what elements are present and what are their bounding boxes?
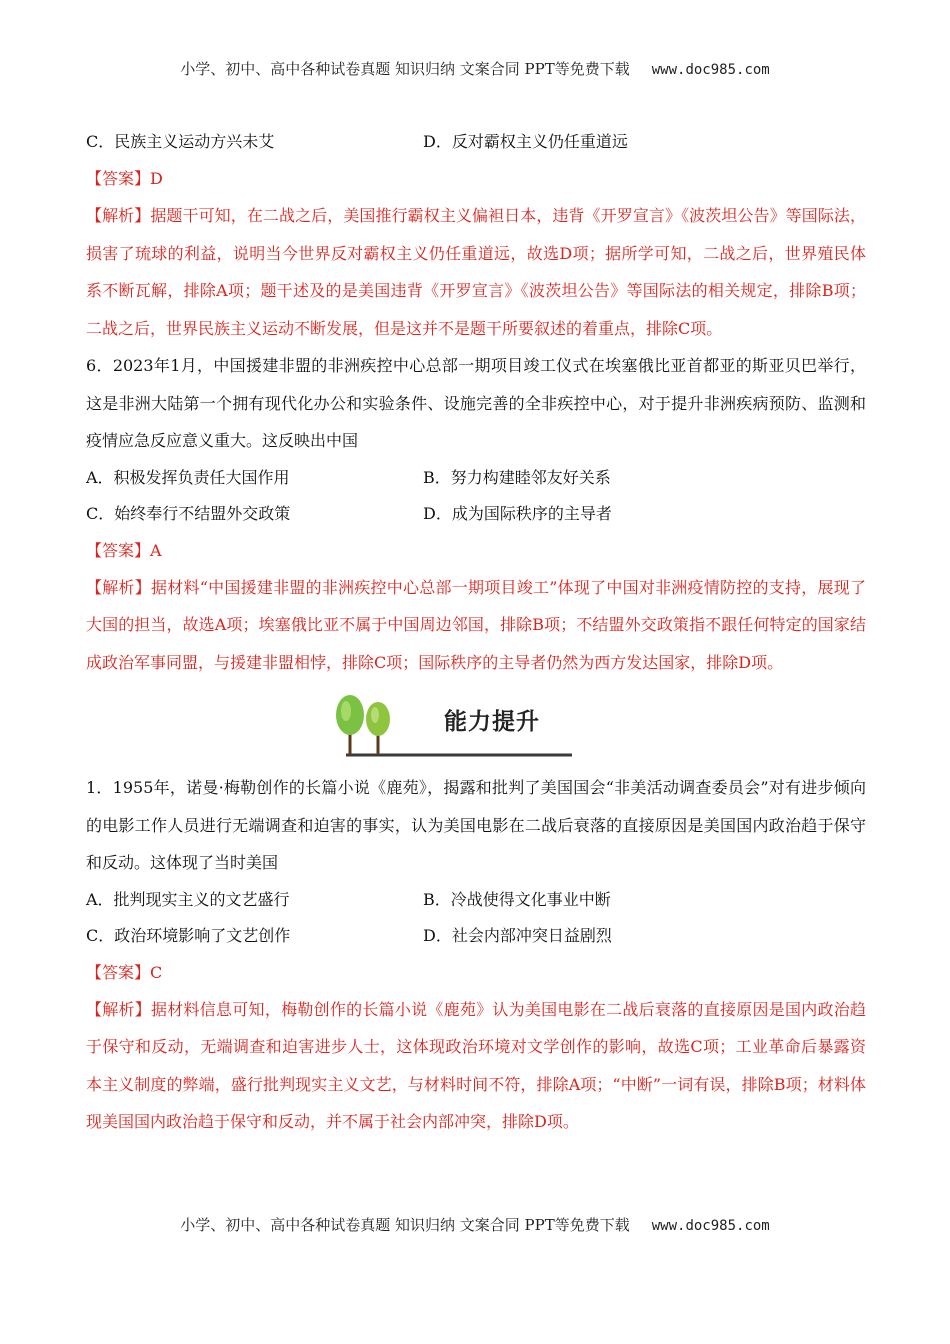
- footer-text: 小学、初中、高中各种试卷真题 知识归纳 文案合同 PPT等免费下载: [180, 1216, 630, 1234]
- header-text: 小学、初中、高中各种试卷真题 知识归纳 文案合同 PPT等免费下载: [180, 60, 630, 78]
- q5-option-d: D．反对霸权主义仍任重道远: [423, 132, 628, 151]
- p1-option-c: C．政治环境影响了文艺创作: [86, 925, 291, 945]
- p1-option-b: B．冷战使得文化事业中断: [423, 889, 611, 909]
- p1-answer: 【答案】C: [86, 962, 163, 982]
- section-title: 能力提升: [444, 709, 540, 735]
- q6-answer: 【答案】A: [86, 540, 162, 560]
- q6-stem: 6．2023年1月，中国援建非盟的非洲疾控中心总部一期项目竣工仪式在埃塞俄比亚首都亚的斯亚贝巴举行，这是非洲大陆第一个拥有现代化办公和实验条件、设施完善的全非疾控中心，对于提升非洲疾病预防、监测和疫情应急反应意义重大。这反映出中国: [86, 356, 866, 450]
- page-header: [0, 58, 950, 79]
- p1-options-row2: [86, 918, 866, 954]
- q5-analysis-label: 【解析】: [86, 206, 151, 225]
- q5-answer: 【答案】D: [86, 169, 163, 188]
- q5-analysis: [86, 197, 866, 347]
- q6-option-b: B．努力构建睦邻友好关系: [423, 467, 611, 487]
- header-url[interactable]: www.doc985.com: [651, 62, 770, 78]
- q5-analysis-text: 据题干可知，在二战之后，美国推行霸权主义偏袒日本，违背《开罗宣言》《波茨坦公告》等国际法，损害了琉球的利益，说明当今世界反对霸权主义仍任重道远，故选D项；据所学可知，二战之后，世界殖民体系不断瓦解，排除A项；题干述及的是美国违背《开罗宣言》《波茨坦公告》等国际法的相关规定，排除B项；二战之后，世界民族主义运动不断发展，但是这并不是题干所要叙述的着重点，排除C项。: [86, 206, 866, 338]
- q5-options: [86, 124, 866, 160]
- q6-option-a: A．积极发挥负责任大国作用: [86, 467, 290, 487]
- p1-option-a: A．批判现实主义的文艺盛行: [86, 889, 290, 909]
- q6-analysis-text: 据材料“中国援建非盟的非洲疾控中心总部一期项目竣工”体现了中国对非洲疫情防控的支持，展现了大国的担当，故选A项；埃塞俄比亚不属于中国周边邻国，排除B项；不结盟外交政策指不跟任何特定的国家结成政治军事同盟，与援建非盟相悖，排除C项；国际秩序的主导者仍然为西方发达国家，排除D项。: [86, 577, 866, 672]
- p1-stem: 1．1955年，诺曼·梅勒创作的长篇小说《鹿苑》，揭露和批判了美国国会“非美活动调查委员会”对有进步倾向的电影工作人员进行无端调查和迫害的事实，认为美国电影在二战后衰落的直接原因是美国国内政治趋于保守和反动。这体现了当时美国: [86, 778, 866, 872]
- p1-analysis-label: 【解析】: [86, 999, 152, 1019]
- q6-options-row2: [86, 496, 866, 532]
- p1-option-d: D．社会内部冲突日益剧烈: [423, 925, 612, 945]
- q6-options-row1: [86, 460, 866, 496]
- section-banner: [86, 681, 866, 769]
- document-body: [86, 124, 866, 1141]
- p1-analysis: [86, 991, 866, 1141]
- q6-option-c: C．始终奉行不结盟外交政策: [86, 503, 291, 523]
- p1-analysis-text: 据材料信息可知，梅勒创作的长篇小说《鹿苑》认为美国电影在二战后衰落的直接原因是国内政治趋于保守和反动，无端调查和迫害进步人士，这体现政治环境对文学创作的影响，故选C项；工业革命后暴露资本主义制度的弊端，盛行批判现实主义文艺，与材料时间不符，排除A项；“中断”一词有误，排除B项；材料体现美国国内政治趋于保守和反动，并不属于社会内部冲突，排除D项。: [86, 999, 866, 1131]
- q6-analysis: [86, 569, 866, 682]
- p1-options-row1: [86, 882, 866, 918]
- q5-option-c: C．民族主义运动方兴未艾: [86, 132, 275, 151]
- q6-option-d: D．成为国际秩序的主导者: [423, 503, 612, 523]
- footer-url[interactable]: www.doc985.com: [651, 1218, 770, 1234]
- q6-analysis-label: 【解析】: [86, 577, 151, 597]
- page-footer: [0, 1214, 950, 1235]
